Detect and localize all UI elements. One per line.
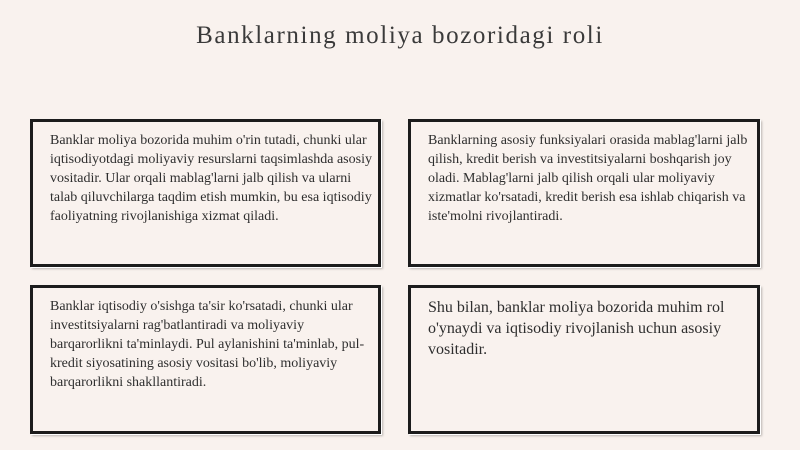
- card-text: Banklar iqtisodiy o'sishga ta'sir ko'rsatadi, chunki ular investitsiyalarni rag'batlantiradi va moliyaviy barqarorlikni ta'minlaydi. Pul aylanishini ta'minlab, pul-kredit siyosatining asosiy vositasi bo'lib, moliyaviy barqarorlikni shakllantiradi.: [50, 299, 365, 390]
- card-text: Banklar moliya bozorida muhim o'rin tutadi, chunki ular iqtisodiyotdagi moliyaviy resurslarni taqsimlashda asosiy vositadir. Ular orqali mablag'larni jalb qilish va ularni talab qiluvchilarga taqdim etish mumkin, bu esa iqtisodiy faoliyatning rivojlanishiga xizmat qiladi.: [50, 133, 372, 224]
- text-card-banks-role: [30, 119, 381, 267]
- card-text: Banklarning asosiy funksiyalari orasida mablag'larni jalb qilish, kredit berish va investitsiyalarni boshqarish joy oladi. Mablag'larni jalb qilish orqali ular moliyaviy xizmatlar ko'rsatadi, kredit berish esa ishlab chiqarish va iste'molni rivojlantiradi.: [428, 133, 748, 224]
- text-card-economic-growth: [30, 285, 381, 434]
- text-card-bank-functions: [408, 119, 760, 267]
- text-card-conclusion: [408, 285, 760, 434]
- slide-title: Banklarning moliya bozoridagi roli: [196, 22, 604, 49]
- card-text: Shu bilan, banklar moliya bozorida muhim rol o'ynaydi va iqtisodiy rivojlanish uchun asosiy vositadir.: [428, 299, 725, 358]
